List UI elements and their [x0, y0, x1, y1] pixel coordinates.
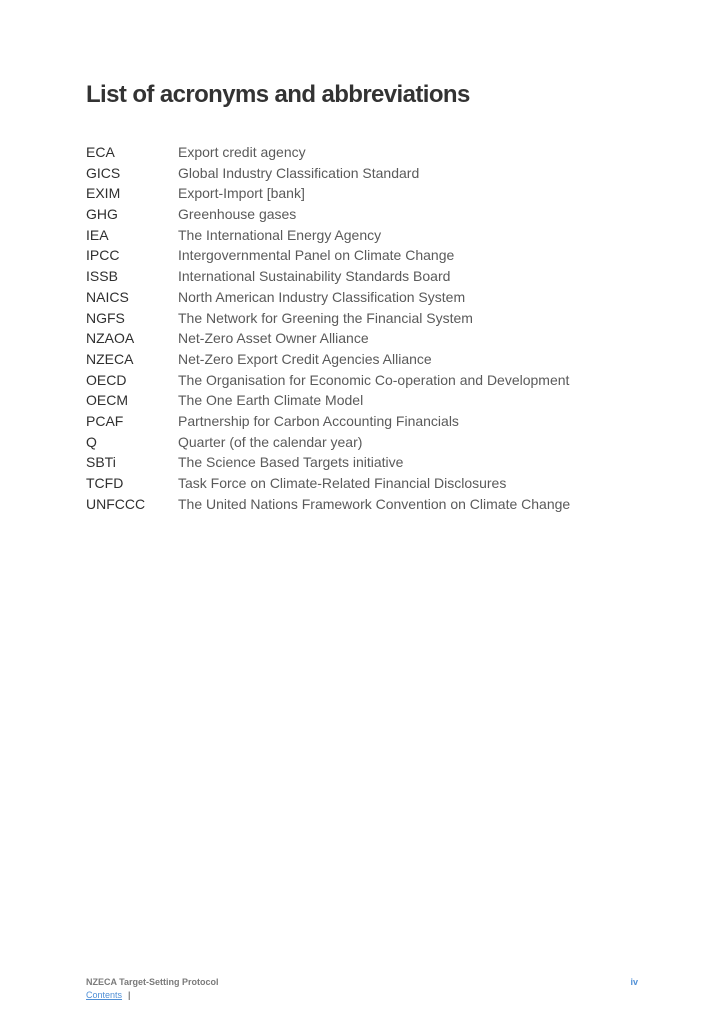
- acronym-row: [86, 245, 646, 266]
- acronym-row: [86, 266, 646, 287]
- acronym-definition: Net-Zero Export Credit Agencies Alliance: [178, 350, 432, 367]
- acronym-term: NGFS: [86, 309, 125, 326]
- acronym-row: [86, 473, 646, 494]
- acronym-term: OECD: [86, 371, 127, 388]
- acronym-term: ECA: [86, 144, 115, 160]
- acronym-definition: Quarter (of the calendar year): [178, 433, 363, 450]
- footer-document-title: NZECA Target-Setting Protocol: [86, 977, 219, 987]
- page-title: List of acronyms and abbreviations: [86, 81, 470, 108]
- acronym-definition: North American Industry Classification System: [178, 288, 466, 305]
- acronym-definition: The One Earth Climate Model: [178, 392, 364, 409]
- acronym-row: [86, 142, 646, 163]
- contents-link[interactable]: Contents: [86, 990, 123, 1000]
- acronym-term: EXIM: [86, 185, 121, 202]
- acronym-term: TCFD: [86, 475, 124, 491]
- acronym-row: [86, 452, 646, 473]
- acronym-definition: The International Energy Agency: [178, 226, 382, 243]
- acronym-definition: Partnership for Carbon Accounting Financials: [178, 412, 459, 429]
- acronym-row: [86, 204, 646, 225]
- acronym-term: ISSB: [86, 268, 118, 285]
- acronym-row: [86, 494, 646, 515]
- acronym-definition: Greenhouse gases: [178, 206, 297, 223]
- acronym-definition: The Science Based Targets initiative: [178, 454, 404, 471]
- footer-separator: |: [128, 990, 131, 1000]
- acronym-definition: The Organisation for Economic Co-operation and Development: [178, 371, 570, 388]
- acronym-definition: The United Nations Framework Convention on Climate Change: [178, 495, 571, 512]
- acronym-term: NZECA: [86, 350, 134, 367]
- acronym-definition: Export-Import [bank]: [178, 185, 305, 202]
- acronym-term: SBTi: [86, 454, 116, 471]
- acronym-row: [86, 432, 646, 453]
- acronym-term: Q: [86, 433, 97, 450]
- acronym-row: [86, 287, 646, 308]
- acronym-definition: Task Force on Climate-Related Financial Disclosures: [178, 475, 507, 491]
- acronym-term: IEA: [86, 226, 109, 243]
- acronym-term: IPCC: [86, 247, 120, 264]
- acronym-row: [86, 183, 646, 204]
- acronym-term: UNFCCC: [86, 495, 146, 512]
- acronym-definition: International Sustainability Standards Board: [178, 268, 451, 285]
- acronym-row: [86, 370, 646, 391]
- acronym-term: NZAOA: [86, 330, 135, 347]
- acronym-definition: The Network for Greening the Financial System: [178, 309, 473, 326]
- acronym-term: NAICS: [86, 288, 129, 305]
- acronym-term: GICS: [86, 164, 121, 181]
- acronym-definition: Intergovernmental Panel on Climate Change: [178, 247, 455, 264]
- acronym-term: GHG: [86, 206, 118, 223]
- acronym-row: [86, 308, 646, 329]
- acronym-definition: Global Industry Classification Standard: [178, 164, 420, 181]
- acronym-definition: Export credit agency: [178, 144, 306, 160]
- acronym-term: OECM: [86, 392, 128, 409]
- acronym-row: [86, 390, 646, 411]
- page-number: iv: [630, 977, 638, 987]
- acronym-row: [86, 163, 646, 184]
- acronym-row: [86, 411, 646, 432]
- acronym-term: PCAF: [86, 412, 124, 429]
- acronym-list: [86, 142, 646, 514]
- acronym-row: [86, 328, 646, 349]
- acronym-row: [86, 349, 646, 370]
- acronym-row: [86, 225, 646, 246]
- acronym-definition: Net-Zero Asset Owner Alliance: [178, 330, 369, 347]
